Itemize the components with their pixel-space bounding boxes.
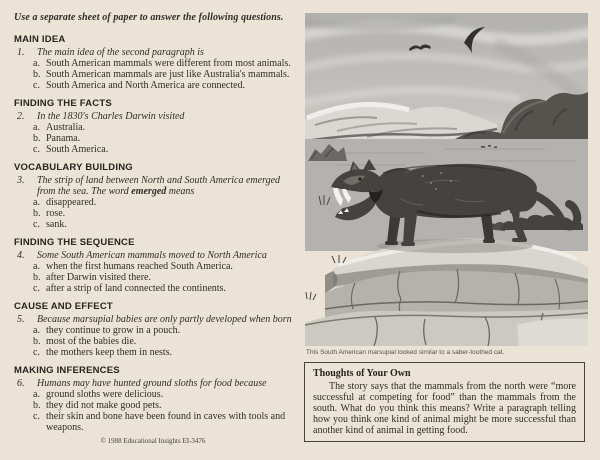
option-text: most of the babies die.: [46, 336, 137, 347]
question-number: 6.: [17, 378, 25, 389]
section-finding-the-facts: [14, 98, 292, 155]
option-label: a.: [33, 389, 40, 400]
question-text: Humans may have hunted ground sloths for food because: [37, 378, 267, 389]
section-title: CAUSE AND EFFECT: [14, 301, 113, 312]
marsupial-illustration: [305, 13, 588, 346]
option-label: b.: [33, 133, 41, 144]
option-text: South American mammals were different from most animals.: [46, 58, 291, 69]
option-text: South America and North America are connected.: [46, 80, 246, 91]
question-text-bold: emerged: [131, 186, 167, 197]
question-number: 4.: [17, 250, 25, 261]
section-making-inferences: [14, 365, 292, 433]
question-text: [37, 175, 292, 197]
question-text: In the 1830's Charles Darwin visited: [37, 111, 185, 122]
option-text: after a strip of land connected the continents.: [46, 283, 226, 294]
question-text: The main idea of the second paragraph is: [37, 47, 204, 58]
option-text: after Darwin visited there.: [46, 272, 151, 283]
question: [14, 314, 292, 325]
answer-option: [33, 69, 292, 80]
answer-option: [33, 272, 292, 283]
answer-option: [33, 122, 292, 133]
section-title: MAKING INFERENCES: [14, 365, 120, 376]
answer-option: [33, 133, 292, 144]
rock-outcrop: [305, 239, 588, 346]
question-text-post: means: [166, 186, 195, 197]
option-label: c.: [33, 347, 40, 358]
option-text: they continue to grow in a pouch.: [46, 325, 181, 336]
option-label: a.: [33, 122, 40, 133]
section-title: FINDING THE FACTS: [14, 98, 112, 109]
option-text: when the first humans reached South America.: [46, 261, 233, 272]
question-number: 3.: [17, 175, 25, 186]
instruction-line: Use a separate sheet of paper to answer the following questions.: [14, 12, 284, 23]
option-text: rose.: [46, 208, 66, 219]
option-label: b.: [33, 208, 41, 219]
section-title: MAIN IDEA: [14, 34, 66, 45]
options-list: [14, 261, 292, 294]
question: [14, 250, 292, 261]
options-list: [14, 197, 292, 230]
question: [14, 175, 292, 197]
answer-option: [33, 58, 292, 69]
options-list: [14, 58, 292, 91]
question-number: 2.: [17, 111, 25, 122]
question-text: Because marsupial babies are only partly developed when born: [37, 314, 292, 325]
answer-option: [33, 336, 292, 347]
option-label: c.: [33, 80, 40, 91]
option-text: their skin and bone have been found in caves with tools and weapons.: [46, 411, 286, 433]
answer-option: [33, 389, 292, 400]
answer-option: [33, 80, 292, 91]
answer-option: [33, 283, 292, 294]
option-text: South America.: [46, 144, 109, 155]
question-text-pre: The strip of land between North and South America emerged from the sea. The word: [37, 175, 281, 197]
question-number: 5.: [17, 314, 25, 325]
answer-option: [33, 144, 292, 155]
question: [14, 47, 292, 58]
section-finding-the-sequence: [14, 237, 292, 294]
thoughts-box: [304, 362, 585, 442]
option-text: disappeared.: [46, 197, 97, 208]
answer-option: [33, 219, 292, 230]
option-text: the mothers keep them in nests.: [46, 347, 173, 358]
question: [14, 111, 292, 122]
section-title: VOCABULARY BUILDING: [14, 162, 133, 173]
figure-caption: This South American marsupial looked similar to a saber-toothed cat.: [306, 349, 505, 356]
option-text: they did not make good pets.: [46, 400, 162, 411]
option-text: South American mammals are just like Australia's mammals.: [46, 69, 290, 80]
option-label: c.: [33, 219, 40, 230]
options-list: [14, 325, 292, 358]
question: [14, 378, 292, 389]
option-text: sank.: [46, 219, 67, 230]
option-label: b.: [33, 272, 41, 283]
options-list: [14, 122, 292, 155]
option-label: a.: [33, 197, 40, 208]
option-text: ground sloths were delicious.: [46, 389, 164, 400]
answer-option: [33, 197, 292, 208]
question-text: Some South American mammals moved to North America: [37, 250, 267, 261]
option-label: b.: [33, 400, 41, 411]
section-main-idea: [14, 34, 292, 91]
answer-option: [33, 261, 292, 272]
answer-option: [33, 208, 292, 219]
section-vocabulary-building: [14, 162, 292, 230]
option-label: c.: [33, 144, 40, 155]
thoughts-heading: Thoughts of Your Own: [313, 368, 411, 379]
section-cause-and-effect: [14, 301, 292, 358]
option-text: Panama.: [46, 133, 81, 144]
option-label: c.: [33, 411, 40, 422]
answer-option: [33, 325, 292, 336]
option-label: c.: [33, 283, 40, 294]
option-label: b.: [33, 336, 41, 347]
answer-option: [33, 400, 292, 411]
option-label: a.: [33, 261, 40, 272]
option-label: b.: [33, 69, 41, 80]
section-title: FINDING THE SEQUENCE: [14, 237, 135, 248]
option-label: a.: [33, 325, 40, 336]
option-text: Australia.: [46, 122, 86, 133]
option-label: a.: [33, 58, 40, 69]
answer-option: [33, 347, 292, 358]
answer-option: [33, 411, 292, 433]
questions-column: [14, 12, 292, 445]
thoughts-body: The story says that the mammals from the north were “more successful at competing for food” than the mammals from the south. What do you think this means? Write a paragraph telling how you think one kind of animal might be more successful than another kind of animal in getting food.: [313, 381, 576, 436]
copyright-line: © 1988 Educational Insights EI-3476: [100, 437, 206, 445]
illustration-svg: [305, 13, 588, 346]
options-list: [14, 389, 292, 433]
question-number: 1.: [17, 47, 25, 58]
